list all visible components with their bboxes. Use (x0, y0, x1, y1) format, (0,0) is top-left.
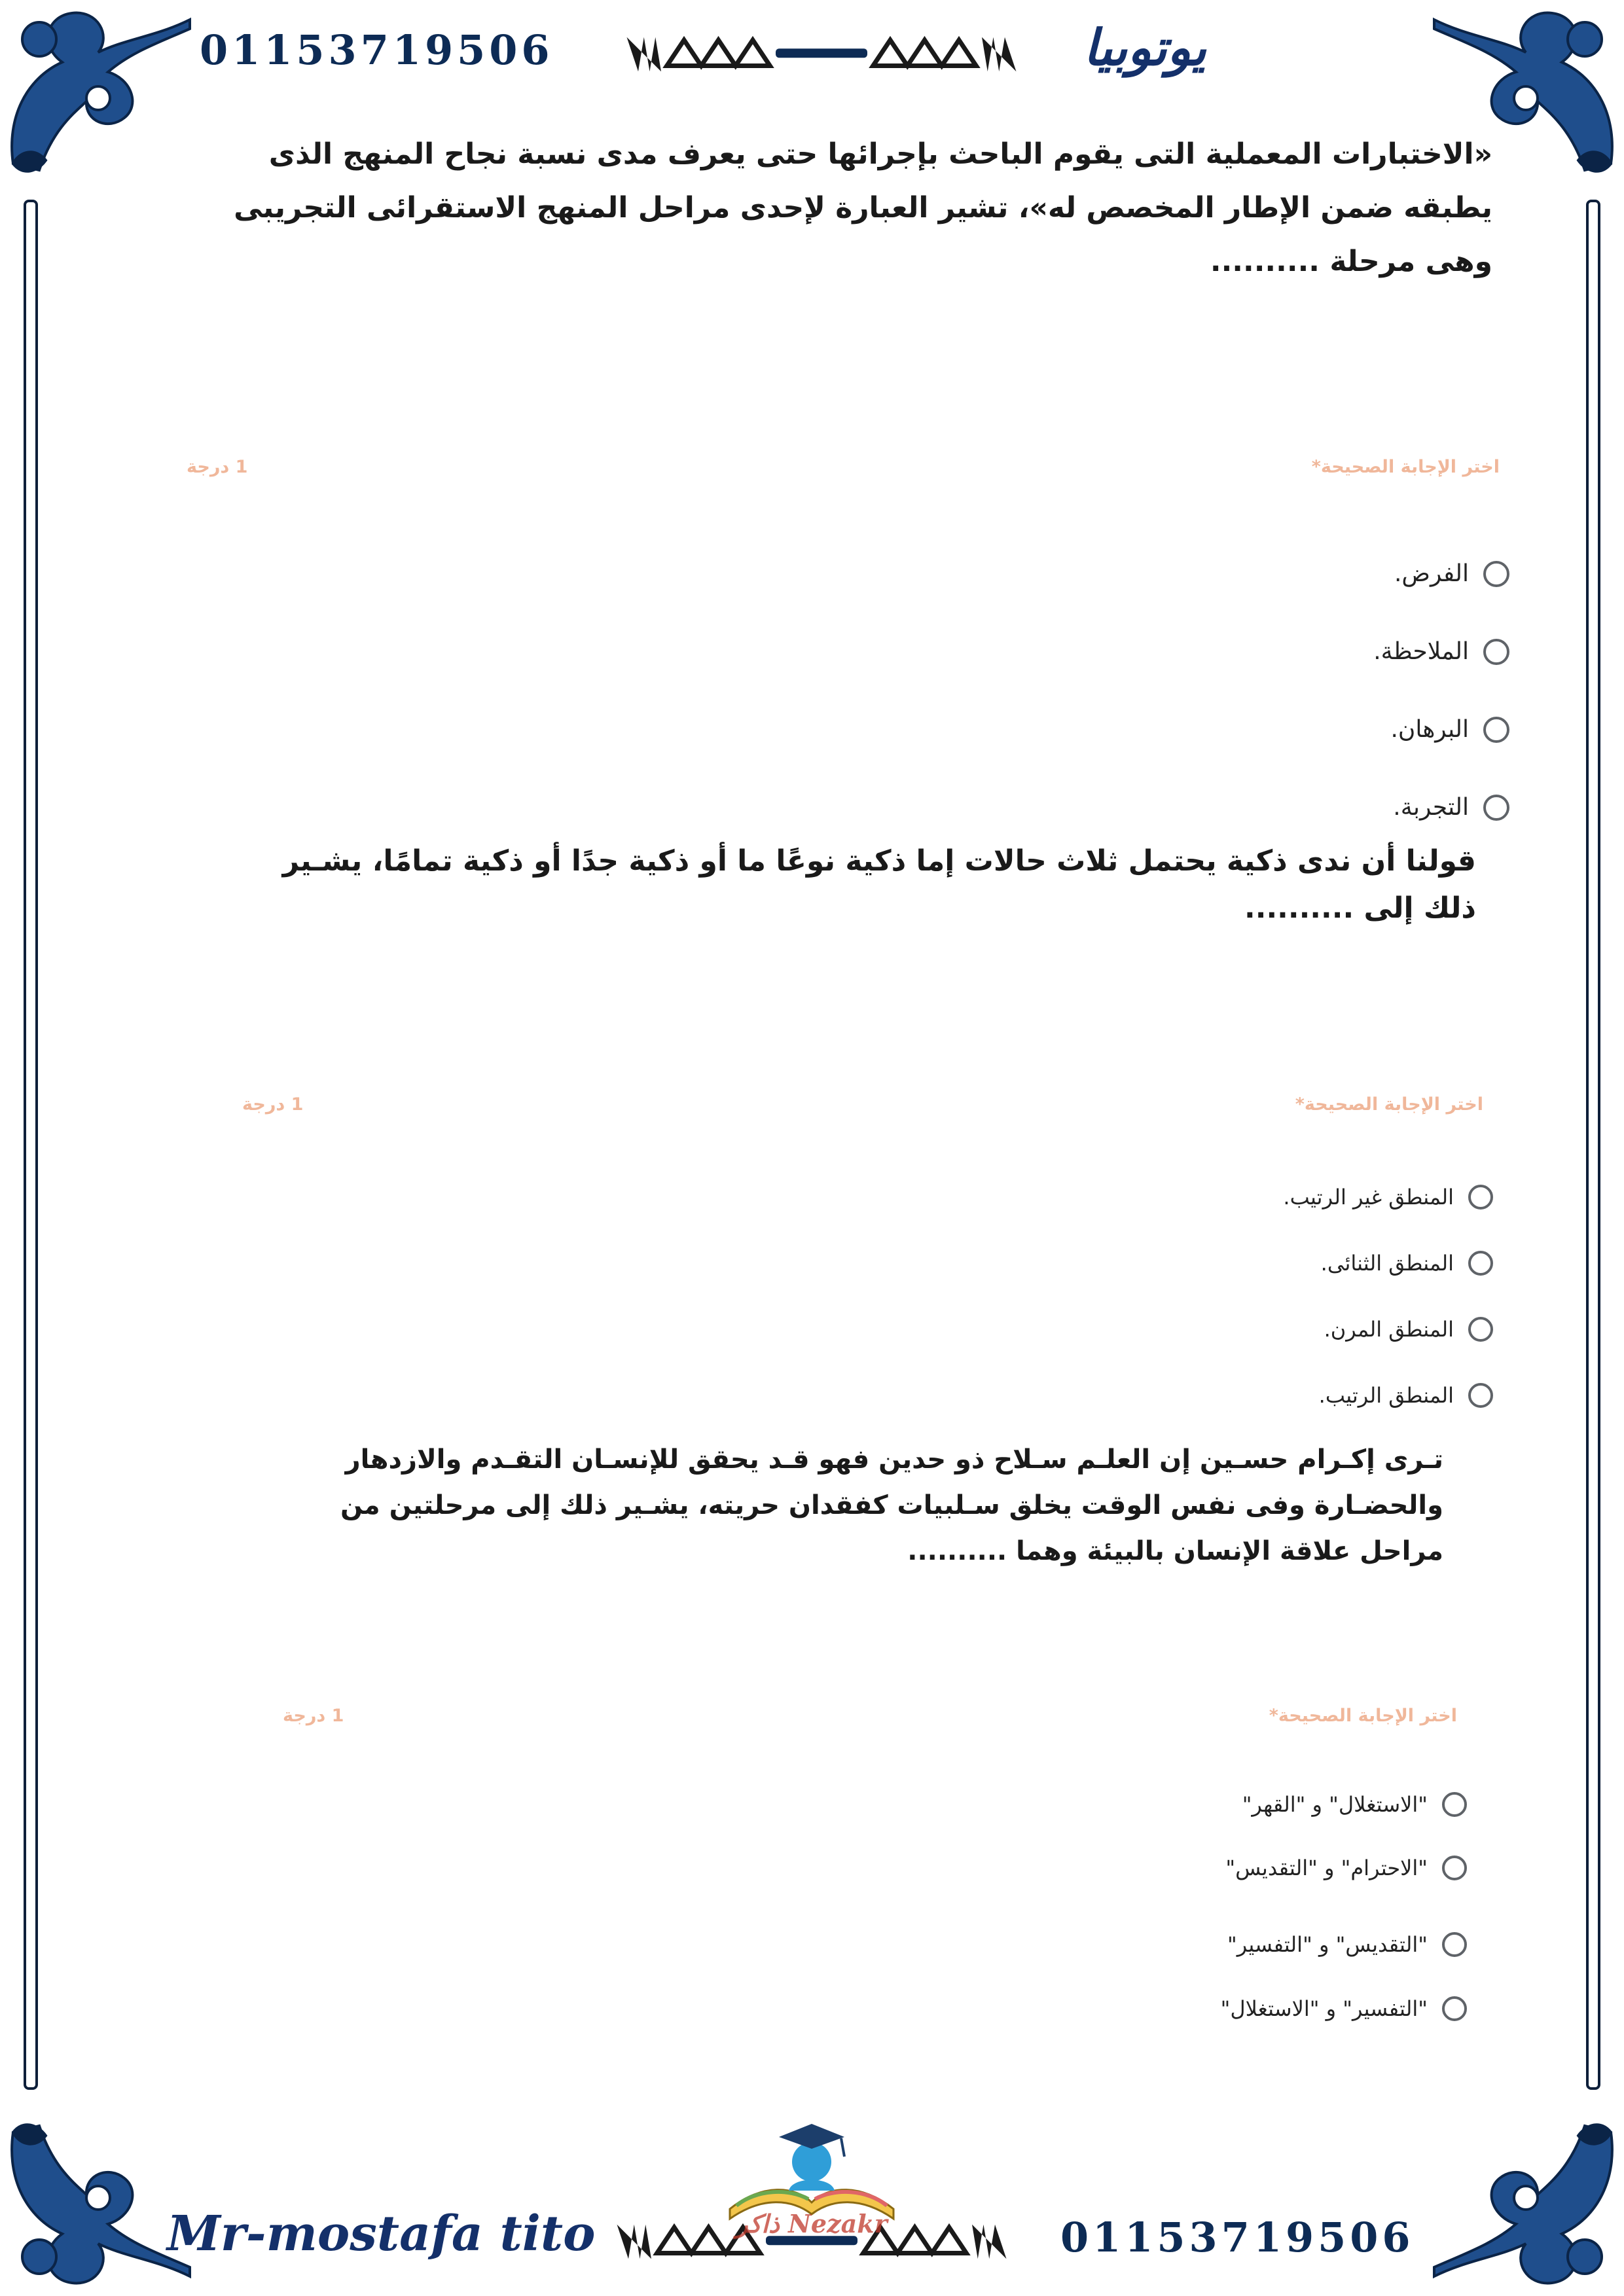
question-2-line-2: ذلك إلى .......... (1244, 891, 1476, 925)
question-3-instruction: اختر الإجابة الصحيحة* (1269, 1706, 1457, 1726)
header-phone: 01153719506 (200, 26, 554, 74)
radio-button[interactable] (1483, 717, 1509, 743)
option-label: المنطق غير الرتيب. (1283, 1185, 1454, 1210)
radio-button[interactable] (1468, 1185, 1493, 1210)
question-3-option-2[interactable] (1225, 1856, 1467, 1880)
corner-ornament-bottom-left (0, 2106, 196, 2296)
question-1-grade: 1 درجة (187, 457, 248, 477)
radio-button[interactable] (1442, 1856, 1467, 1880)
question-1-option-4[interactable] (1393, 794, 1509, 821)
question-3-option-1[interactable] (1242, 1792, 1467, 1817)
left-border-rail (24, 200, 38, 2090)
option-label: "الاحترام" و "التقديس" (1225, 1856, 1428, 1880)
question-1-text (124, 128, 1492, 289)
logo-text: ذاكر Nezakr (736, 2209, 888, 2238)
option-label: "التفسير" و "الاستغلال" (1220, 1996, 1428, 2021)
footer-logo (717, 2111, 907, 2242)
question-3-text (223, 1437, 1443, 1574)
question-3-grade: 1 درجة (283, 1706, 344, 1726)
question-2-option-2[interactable] (1321, 1251, 1493, 1276)
footer-phone: 01153719506 (1060, 2214, 1415, 2261)
option-label: المنطق الثنائى. (1320, 1251, 1454, 1276)
radio-button[interactable] (1468, 1317, 1493, 1342)
question-1-line-2: يطبقه ضمن الإطار المخصص له»، تشير العبارة لإحدى مراحل المنهج الاستقرائى التجريبى (234, 191, 1492, 224)
option-label: "الاستغلال" و "القهر" (1242, 1792, 1428, 1817)
radio-button[interactable] (1468, 1251, 1493, 1276)
footer-author: Mr-mostafa tito (167, 2206, 596, 2262)
radio-button[interactable] (1468, 1383, 1493, 1408)
option-label: المنطق المرن. (1324, 1317, 1454, 1342)
question-3-line-1: تـرى إكـرام حسـين إن العلـم سـلاح ذو حدين فهو قـد يحقق للإنسـان التقـدم والازدهار (345, 1444, 1443, 1475)
question-3-option-3[interactable] (1227, 1932, 1467, 1957)
question-3-line-3: مراحل علاقة الإنسان بالبيئة وهما .......... (907, 1536, 1443, 1566)
radio-button[interactable] (1483, 639, 1509, 665)
option-label: الفرض. (1394, 560, 1469, 587)
right-border-rail (1586, 200, 1600, 2090)
question-2-text (187, 838, 1476, 932)
question-2-grade: 1 درجة (242, 1094, 304, 1115)
question-1-option-1[interactable] (1394, 560, 1509, 587)
question-2-instruction: اختر الإجابة الصحيحة* (1295, 1094, 1483, 1115)
radio-button[interactable] (1483, 795, 1509, 821)
option-label: المنطق الرتيب. (1318, 1383, 1454, 1408)
header-brand: يوتوبيا (1083, 18, 1207, 77)
corner-ornament-bottom-right (1428, 2106, 1624, 2296)
question-2-option-3[interactable] (1324, 1317, 1493, 1342)
radio-button[interactable] (1442, 1996, 1467, 2021)
question-1-option-2[interactable] (1373, 638, 1509, 665)
radio-button[interactable] (1442, 1932, 1467, 1957)
question-2-line-1: قولنا أن ندى ذكية يحتمل ثلاث حالات إما ذكية نوعًا ما أو ذكية جدًا أو ذكية تمامًا، يشـير (282, 844, 1476, 878)
question-2-option-1[interactable] (1283, 1185, 1493, 1210)
option-label: البرهان. (1390, 716, 1469, 743)
question-1-instruction: اختر الإجابة الصحيحة* (1311, 457, 1500, 477)
option-label: "التقديس" و "التفسير" (1227, 1932, 1428, 1957)
question-3-option-4[interactable] (1221, 1996, 1467, 2021)
option-label: التجربة. (1393, 794, 1469, 821)
question-1-line-1: «الاختبارات المعملية التى يقوم الباحث بإجرائها حتى يعرف مدى نسبة نجاح المنهج الذى (268, 137, 1492, 171)
radio-button[interactable] (1483, 561, 1509, 587)
option-label: الملاحظة. (1373, 638, 1469, 665)
radio-button[interactable] (1442, 1792, 1467, 1817)
question-1-line-3: وهى مرحلة .......... (1210, 245, 1492, 278)
question-1-option-3[interactable] (1390, 716, 1509, 743)
header-divider-ornament (599, 31, 1044, 77)
question-2-option-4[interactable] (1319, 1383, 1493, 1408)
question-3-line-2: والحضـارة وفى نفس الوقت يخلق سـلبيات كفقدان حريته، يشـير ذلك إلى مرحلتين من (340, 1490, 1443, 1520)
